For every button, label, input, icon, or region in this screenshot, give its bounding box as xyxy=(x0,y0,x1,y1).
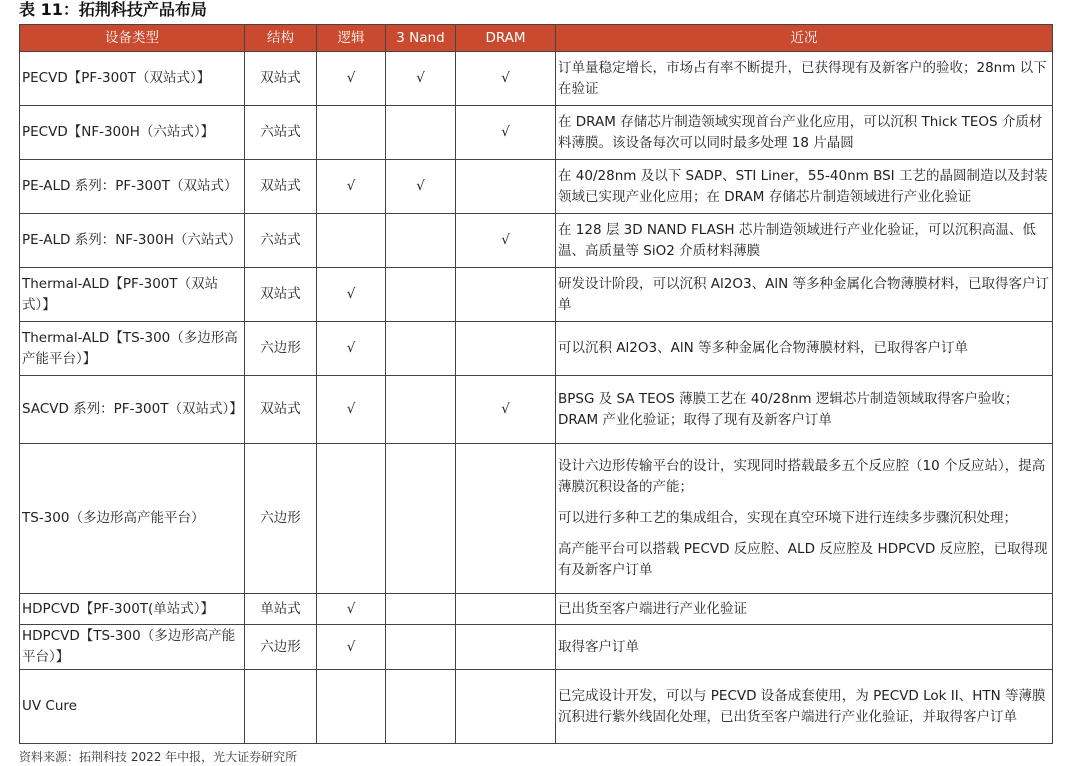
structure-cell: 双站式 xyxy=(245,268,317,322)
device-type-cell: PECVD【NF-300H（六站式）】 xyxy=(20,106,245,160)
dram-check-cell xyxy=(456,444,556,594)
table-row xyxy=(20,322,1053,376)
status-paragraph: 已出货至客户端进行产业化验证 xyxy=(558,600,747,617)
table-row xyxy=(20,268,1053,322)
table-row xyxy=(20,106,1053,160)
table-row xyxy=(20,594,1053,625)
nand-check-cell: √ xyxy=(386,160,456,214)
table-row xyxy=(20,214,1053,268)
header-status: 近况 xyxy=(556,25,1053,52)
nand-check-cell xyxy=(386,214,456,268)
device-type-cell: SACVD 系列：PF-300T（双站式）】 xyxy=(20,376,245,444)
dram-check-cell xyxy=(456,322,556,376)
status-paragraph: 在 128 层 3D NAND FLASH 芯片制造领域进行产业化验证，可以沉积高温、低温、高质量等 SiO2 介质材料薄膜 xyxy=(558,221,1036,259)
table-body xyxy=(20,52,1053,744)
dram-check-cell: √ xyxy=(456,106,556,160)
status-paragraph: 在 DRAM 存储芯片制造领域实现首台产业化应用，可以沉积 Thick TEOS 介质材料薄膜。该设备每次可以同时最多处理 18 片晶圆 xyxy=(558,113,1043,151)
logic-check-cell xyxy=(317,106,386,160)
device-type-cell: Thermal-ALD【PF-300T（双站式）】 xyxy=(20,268,245,322)
dram-check-cell xyxy=(456,160,556,214)
table-header-row xyxy=(20,25,1053,52)
logic-check-cell: √ xyxy=(317,322,386,376)
logic-check-cell: √ xyxy=(317,160,386,214)
nand-check-cell xyxy=(386,625,456,670)
structure-cell: 双站式 xyxy=(245,160,317,214)
table-row xyxy=(20,670,1053,744)
status-paragraph: 可以进行多种工艺的集成组合，实现在真空环境下进行连续多步骤沉积处理； xyxy=(558,510,1017,526)
status-cell xyxy=(556,268,1053,322)
logic-check-cell xyxy=(317,444,386,594)
header-device-type: 设备类型 xyxy=(20,25,245,52)
structure-cell: 六站式 xyxy=(245,214,317,268)
logic-check-cell xyxy=(317,214,386,268)
structure-cell: 双站式 xyxy=(245,376,317,444)
status-cell xyxy=(556,594,1053,625)
logic-check-cell: √ xyxy=(317,594,386,625)
logic-check-cell: √ xyxy=(317,376,386,444)
status-cell xyxy=(556,160,1053,214)
status-paragraph: 取得客户订单 xyxy=(558,638,639,655)
status-paragraph: 订单量稳定增长，市场占有率不断提升，已获得现有及新客户的验收；28nm 以下在验证 xyxy=(558,59,1047,97)
device-type-cell: HDPCVD【TS-300（多边形高产能平台）】 xyxy=(20,625,245,670)
status-paragraph: BPSG 及 SA TEOS 薄膜工艺在 40/28nm 逻辑芯片制造领域取得客户验收；DRAM 产业化验证；取得了现有及新客户订单 xyxy=(558,390,1019,428)
status-cell xyxy=(556,376,1053,444)
device-type-cell: PE-ALD 系列：NF-300H（六站式） xyxy=(20,214,245,268)
dram-check-cell xyxy=(456,625,556,670)
nand-check-cell xyxy=(386,444,456,594)
nand-check-cell xyxy=(386,106,456,160)
nand-check-cell xyxy=(386,268,456,322)
status-paragraph: 在 40/28nm 及以下 SADP、STI Liner，55-40nm BSI 工艺的晶圆制造以及封装领域已实现产业化应用；在 DRAM 存储芯片制造领域进行产业化验证 xyxy=(558,167,1048,205)
status-paragraph: 研发设计阶段，可以沉积 Al2O3、AlN 等多种金属化合物薄膜材料，已取得客户订单 xyxy=(558,275,1049,313)
logic-check-cell: √ xyxy=(317,268,386,322)
status-cell xyxy=(556,106,1053,160)
status-cell xyxy=(556,670,1053,744)
nand-check-cell xyxy=(386,376,456,444)
status-cell xyxy=(556,444,1053,594)
status-paragraph: 高产能平台可以搭载 PECVD 反应腔、ALD 反应腔及 HDPCVD 反应腔，已取得现有及新客户订单 xyxy=(558,541,1048,578)
device-type-cell: Thermal-ALD【TS-300（多边形高产能平台）】 xyxy=(20,322,245,376)
table-row xyxy=(20,625,1053,670)
device-type-cell: TS-300（多边形高产能平台） xyxy=(20,444,245,594)
header-dram: DRAM xyxy=(456,25,556,52)
structure-cell: 六边形 xyxy=(245,625,317,670)
status-cell xyxy=(556,322,1053,376)
product-layout-table xyxy=(19,24,1053,744)
structure-cell xyxy=(245,670,317,744)
status-cell xyxy=(556,52,1053,106)
dram-check-cell: √ xyxy=(456,214,556,268)
status-paragraph: 已完成设计开发，可以与 PECVD 设备成套使用，为 PECVD Lok II、HTN 等薄膜沉积进行紫外线固化处理，已出货至客户端进行产业化验证，并取得客户订单 xyxy=(558,687,1046,725)
table-row xyxy=(20,160,1053,214)
table-row xyxy=(20,376,1053,444)
dram-check-cell xyxy=(456,268,556,322)
source-note: 资料来源：拓荆科技 2022 年中报，光大证券研究所 xyxy=(19,750,298,764)
nand-check-cell: √ xyxy=(386,52,456,106)
device-type-cell: UV Cure xyxy=(20,670,245,744)
nand-check-cell xyxy=(386,594,456,625)
status-paragraph: 设计六边形传输平台的设计，实现同时搭载最多五个反应腔（10 个反应站），提高薄膜沉积设备的产能； xyxy=(558,458,1046,495)
table-row xyxy=(20,444,1053,594)
structure-cell: 六边形 xyxy=(245,444,317,594)
table-title: 表 11：拓荆科技产品布局 xyxy=(19,0,207,19)
dram-check-cell: √ xyxy=(456,52,556,106)
structure-cell: 六站式 xyxy=(245,106,317,160)
dram-check-cell xyxy=(456,670,556,744)
structure-cell: 六边形 xyxy=(245,322,317,376)
status-cell xyxy=(556,214,1053,268)
device-type-cell: HDPCVD【PF-300T(单站式）】 xyxy=(20,594,245,625)
header-3d-nand: 3 Nand xyxy=(386,25,456,52)
header-structure: 结构 xyxy=(245,25,317,52)
structure-cell: 单站式 xyxy=(245,594,317,625)
nand-check-cell xyxy=(386,322,456,376)
logic-check-cell: √ xyxy=(317,52,386,106)
nand-check-cell xyxy=(386,670,456,744)
dram-check-cell xyxy=(456,594,556,625)
device-type-cell: PE-ALD 系列：PF-300T（双站式） xyxy=(20,160,245,214)
table-row xyxy=(20,52,1053,106)
status-paragraph: 可以沉积 Al2O3、AlN 等多种金属化合物薄膜材料，已取得客户订单 xyxy=(558,340,968,356)
device-type-cell: PECVD【PF-300T（双站式）】 xyxy=(20,52,245,106)
dram-check-cell: √ xyxy=(456,376,556,444)
status-cell xyxy=(556,625,1053,670)
logic-check-cell: √ xyxy=(317,625,386,670)
logic-check-cell xyxy=(317,670,386,744)
structure-cell: 双站式 xyxy=(245,52,317,106)
header-logic: 逻辑 xyxy=(317,25,386,52)
